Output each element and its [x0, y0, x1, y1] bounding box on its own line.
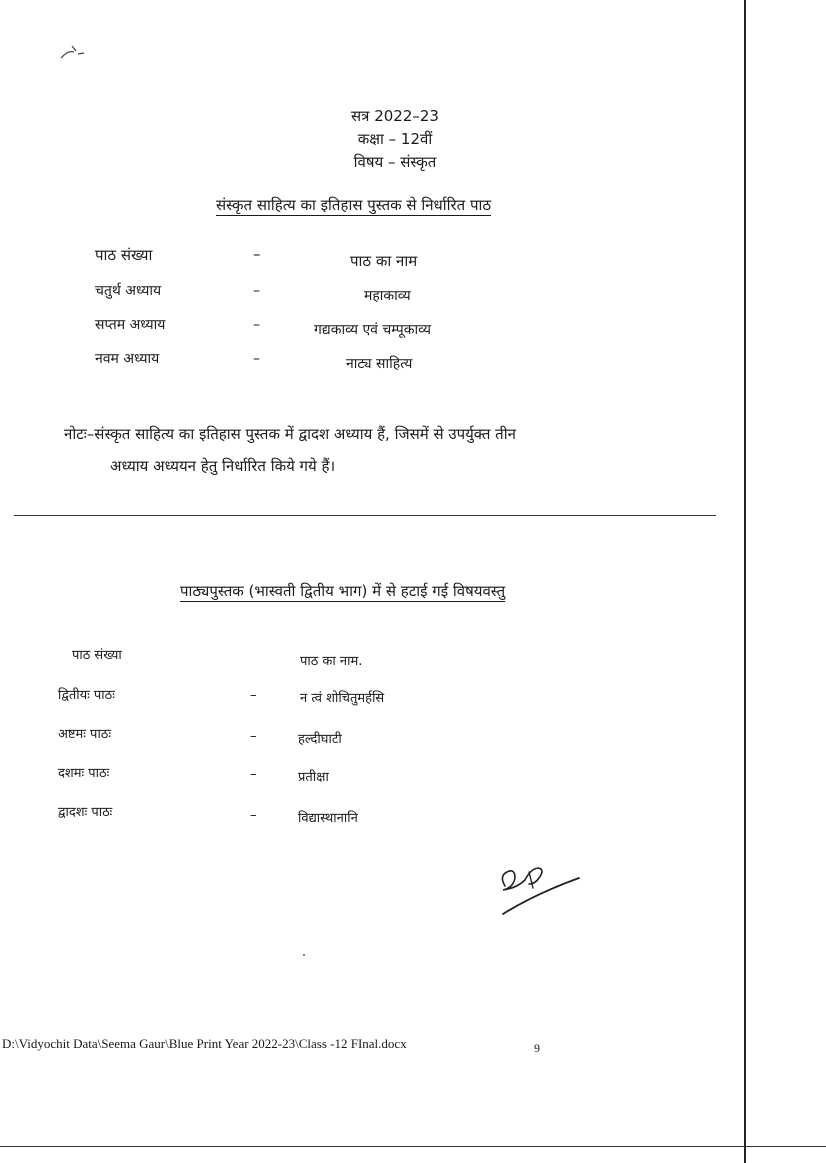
section2-row-name: हल्दीघाटी	[298, 732, 342, 747]
signature	[495, 858, 585, 920]
section1-heading	[216, 195, 491, 215]
note-line1: नोटः–संस्कृत साहित्य का इतिहास पुस्तक में द्वादश अध्याय हैं, जिसमें से उपर्युक्त तीन	[64, 425, 516, 443]
section1-row-number: सप्तम अध्याय	[95, 317, 166, 333]
section2-row-dash: –	[250, 729, 257, 744]
section1-row-name: नाट्य साहित्य	[346, 356, 413, 372]
section1-col-dash: –	[253, 245, 261, 263]
section1-row-name: गद्यकाव्य एवं चम्पूकाव्य	[314, 322, 432, 338]
section2-row-dash: –	[250, 808, 257, 823]
section2-row-number: अष्टमः पाठः	[58, 727, 111, 742]
class-title: कक्षा – 12वीं	[357, 130, 433, 148]
section1-row-dash: –	[253, 283, 260, 299]
section1-row-name: महाकाव्य	[364, 288, 411, 304]
section1-col-number: पाठ संख्या	[95, 246, 153, 264]
section1-row-number: नवम अध्याय	[95, 351, 160, 367]
stray-mark	[58, 42, 88, 62]
section2-row-number: द्वादशः पाठः	[58, 805, 113, 820]
section1-col-name: पाठ का नाम	[350, 252, 418, 270]
note-line2: अध्याय अध्ययन हेतु निर्धारित किये गये हैं।	[110, 457, 336, 475]
page-edge-bottom	[0, 1146, 826, 1147]
page-number: 9	[534, 1041, 540, 1055]
section2-row-dash: –	[250, 688, 257, 703]
section1-row-number: चतुर्थ अध्याय	[95, 283, 162, 299]
section2-row-name: न त्वं शोचितुमर्हसि	[300, 691, 385, 706]
section2-row-number: दशमः पाठः	[58, 766, 110, 781]
subject-title: विषय – संस्कृत	[353, 153, 437, 171]
file-path: D:\Vidyochit Data\Seema Gaur\Blue Print Year 2022-23\Class -12 FInal.docx	[2, 1036, 407, 1051]
section2-col-number: पाठ संख्या	[72, 648, 122, 663]
session-title: सत्र 2022–23	[351, 107, 439, 125]
section1-row-dash: –	[253, 351, 260, 367]
section1-heading-text: संस्कृत साहित्य का इतिहास पुस्तक से निर्धारित पाठ	[216, 196, 492, 214]
page-edge-right	[744, 0, 746, 1163]
stray-dot	[303, 954, 305, 956]
section2-heading-text: पाठ्यपुस्तक (भास्वती द्वितीय भाग) में से हटाई गई विषयवस्तु	[180, 582, 506, 600]
section2-row-dash: –	[250, 767, 257, 782]
section2-row-name: प्रतीक्षा	[298, 770, 329, 785]
section2-row-number: द्वितीयः पाठः	[58, 688, 115, 703]
section-divider	[14, 515, 716, 516]
section2-row-name: विद्यास्थानानि	[298, 811, 358, 826]
section2-col-name: पाठ का नाम.	[300, 654, 363, 669]
section1-row-dash: –	[253, 317, 260, 333]
section2-heading	[180, 581, 505, 601]
